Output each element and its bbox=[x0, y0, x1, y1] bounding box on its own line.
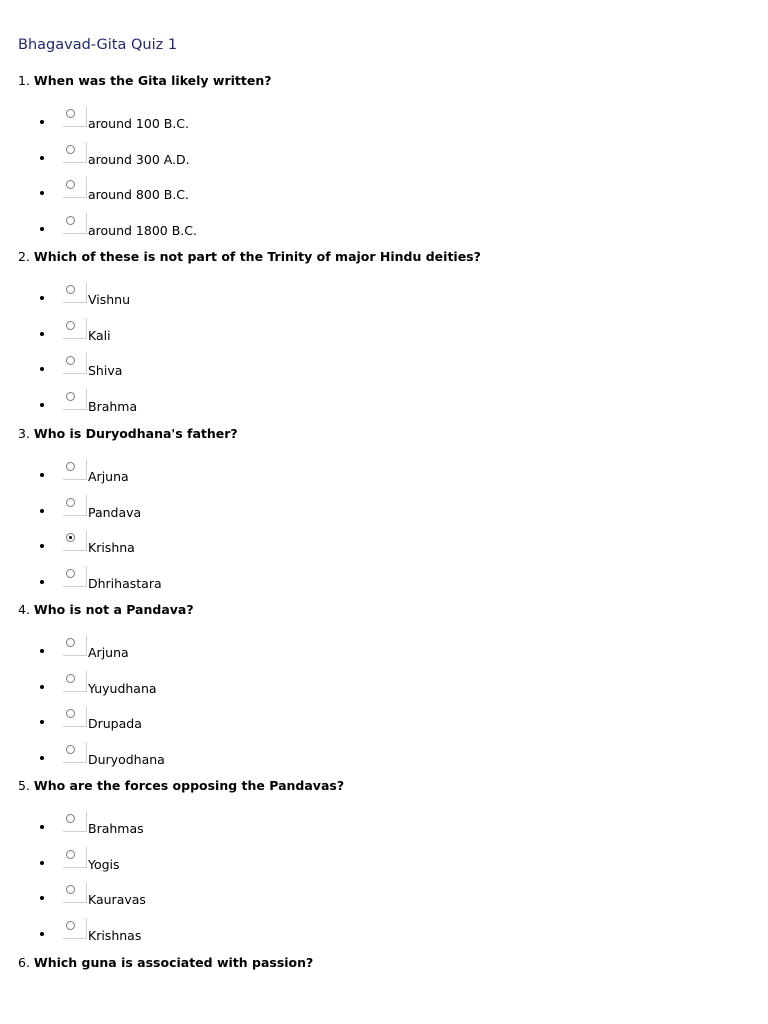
answer-option[interactable] bbox=[0, 282, 400, 308]
question-1 bbox=[18, 73, 272, 88]
answer-option[interactable] bbox=[0, 671, 400, 697]
answer-option-label[interactable]: Kauravas bbox=[88, 892, 146, 908]
question-number: 6. bbox=[18, 955, 30, 970]
question-text: When was the Gita likely written? bbox=[33, 73, 272, 88]
bullet-icon bbox=[40, 896, 44, 900]
radio-button[interactable] bbox=[66, 498, 75, 507]
bullet-icon bbox=[40, 580, 44, 584]
answer-option[interactable] bbox=[0, 213, 400, 239]
radio-button[interactable] bbox=[66, 109, 75, 118]
question-number: 2. bbox=[18, 249, 30, 264]
answer-option[interactable] bbox=[0, 918, 400, 944]
page-title: Bhagavad-Gita Quiz 1 bbox=[18, 37, 178, 53]
radio-button[interactable] bbox=[66, 180, 75, 189]
bullet-icon bbox=[40, 403, 44, 407]
radio-cell bbox=[63, 389, 87, 410]
radio-button[interactable] bbox=[66, 814, 75, 823]
answer-option-label[interactable]: around 100 B.C. bbox=[88, 116, 190, 131]
radio-cell bbox=[63, 213, 87, 234]
radio-cell bbox=[63, 177, 87, 198]
radio-cell bbox=[63, 318, 87, 339]
answer-option-label[interactable]: Arjuna bbox=[88, 469, 129, 484]
answer-option-label[interactable]: around 800 B.C. bbox=[88, 187, 190, 203]
bullet-icon bbox=[40, 861, 44, 865]
bullet-icon bbox=[40, 296, 44, 300]
answer-option[interactable] bbox=[0, 742, 400, 768]
radio-cell bbox=[63, 811, 87, 832]
radio-cell bbox=[63, 635, 87, 656]
radio-button[interactable] bbox=[66, 392, 75, 401]
question-text: Who is not a Pandava? bbox=[33, 602, 194, 617]
radio-button[interactable] bbox=[66, 569, 75, 578]
question-6 bbox=[18, 955, 313, 970]
answer-option[interactable] bbox=[0, 495, 400, 521]
radio-cell bbox=[63, 706, 87, 727]
radio-cell bbox=[63, 142, 87, 163]
answer-option-label[interactable]: Drupada bbox=[88, 716, 142, 732]
answer-option[interactable] bbox=[0, 353, 400, 379]
answer-option-label[interactable]: Vishnu bbox=[88, 292, 131, 307]
question-text: Who is Duryodhana's father? bbox=[33, 426, 238, 441]
answer-option-label[interactable]: Yogis bbox=[88, 856, 120, 872]
radio-button[interactable] bbox=[66, 850, 75, 859]
radio-cell bbox=[63, 882, 87, 903]
bullet-icon bbox=[40, 544, 44, 548]
question-text: Who are the forces opposing the Pandavas? bbox=[33, 778, 345, 793]
answer-option[interactable] bbox=[0, 847, 400, 873]
question-number: 4. bbox=[18, 602, 30, 617]
question-number: 1. bbox=[18, 73, 30, 88]
radio-cell bbox=[63, 530, 87, 551]
radio-cell bbox=[63, 495, 87, 516]
question-2 bbox=[18, 249, 481, 264]
radio-cell bbox=[63, 566, 87, 587]
answer-option[interactable] bbox=[0, 882, 400, 908]
radio-cell bbox=[63, 742, 87, 763]
bullet-icon bbox=[40, 649, 44, 653]
answer-option-label[interactable]: Pandava bbox=[88, 504, 142, 520]
answer-option[interactable] bbox=[0, 566, 400, 592]
answer-option[interactable] bbox=[0, 811, 400, 837]
radio-cell bbox=[63, 671, 87, 692]
answer-option-label[interactable]: Brahmas bbox=[88, 821, 144, 836]
radio-button[interactable] bbox=[66, 638, 75, 647]
radio-button[interactable] bbox=[66, 285, 75, 294]
bullet-icon bbox=[40, 120, 44, 124]
bullet-icon bbox=[40, 825, 44, 829]
answer-option[interactable] bbox=[0, 459, 400, 485]
answer-option-label[interactable]: Yuyudhana bbox=[88, 680, 157, 696]
answer-option[interactable] bbox=[0, 706, 400, 732]
radio-cell bbox=[63, 282, 87, 303]
answer-option-label[interactable]: Arjuna bbox=[88, 645, 129, 660]
radio-cell bbox=[63, 106, 87, 127]
radio-cell bbox=[63, 918, 87, 939]
radio-button[interactable] bbox=[66, 674, 75, 683]
question-number: 5. bbox=[18, 778, 30, 793]
bullet-icon bbox=[40, 720, 44, 724]
bullet-icon bbox=[40, 473, 44, 477]
question-5 bbox=[18, 778, 344, 793]
answer-option-label[interactable]: around 1800 B.C. bbox=[88, 223, 197, 239]
radio-button[interactable] bbox=[66, 921, 75, 930]
answer-option[interactable] bbox=[0, 106, 400, 132]
radio-button[interactable] bbox=[66, 885, 75, 894]
radio-button[interactable] bbox=[66, 709, 75, 718]
question-text: Which of these is not part of the Trinity of major Hindu deities? bbox=[33, 249, 481, 264]
bullet-icon bbox=[40, 227, 44, 231]
bullet-icon bbox=[40, 932, 44, 936]
answer-option-label[interactable]: Kali bbox=[88, 327, 111, 343]
answer-option-label[interactable]: Brahma bbox=[88, 399, 138, 415]
answer-option-label[interactable]: Shiva bbox=[88, 363, 123, 379]
answer-option[interactable] bbox=[0, 318, 400, 344]
bullet-icon bbox=[40, 756, 44, 760]
bullet-icon bbox=[40, 367, 44, 371]
radio-button[interactable] bbox=[66, 321, 75, 330]
question-number: 3. bbox=[18, 426, 30, 441]
radio-button[interactable] bbox=[66, 745, 75, 754]
answer-option[interactable] bbox=[0, 389, 400, 415]
radio-button[interactable] bbox=[66, 462, 75, 471]
bullet-icon bbox=[40, 685, 44, 689]
question-3 bbox=[18, 426, 238, 441]
radio-button[interactable] bbox=[66, 145, 75, 154]
bullet-icon bbox=[40, 191, 44, 195]
answer-option-label[interactable]: Krishnas bbox=[88, 928, 142, 944]
bullet-icon bbox=[40, 509, 44, 513]
bullet-icon bbox=[40, 332, 44, 336]
radio-button[interactable] bbox=[66, 356, 75, 365]
answer-option-label[interactable]: Krishna bbox=[88, 540, 135, 556]
radio-button[interactable] bbox=[66, 216, 75, 225]
question-4 bbox=[18, 602, 194, 617]
question-text: Which guna is associated with passion? bbox=[33, 955, 314, 970]
radio-cell bbox=[63, 847, 87, 868]
answer-option[interactable] bbox=[0, 177, 400, 203]
bullet-icon bbox=[40, 156, 44, 160]
answer-option[interactable] bbox=[0, 635, 400, 661]
radio-cell bbox=[63, 459, 87, 480]
answer-option-label[interactable]: around 300 A.D. bbox=[88, 151, 190, 167]
answer-option-label[interactable]: Dhrihastara bbox=[88, 576, 162, 592]
radio-cell bbox=[63, 353, 87, 374]
answer-option[interactable] bbox=[0, 142, 400, 168]
answer-option[interactable] bbox=[0, 530, 400, 556]
radio-button-checked[interactable] bbox=[66, 533, 75, 542]
answer-option-label[interactable]: Duryodhana bbox=[88, 752, 165, 768]
